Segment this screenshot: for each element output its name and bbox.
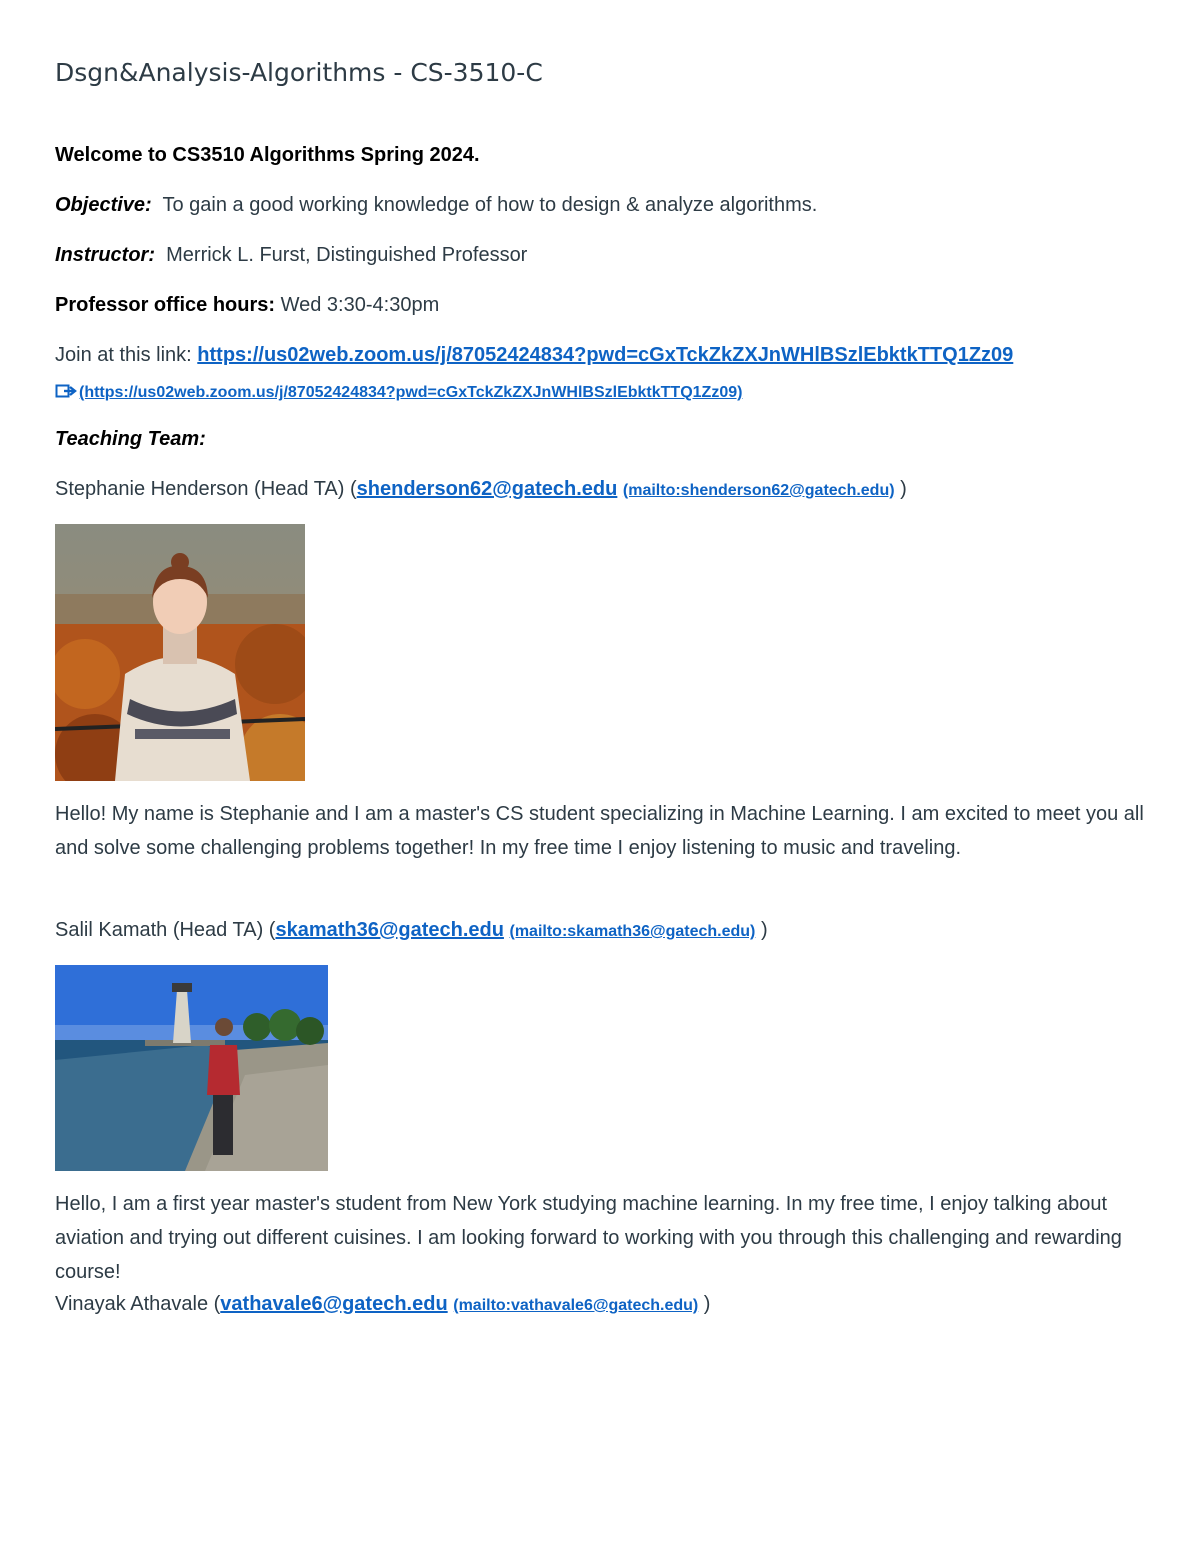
teaching-team-heading: Teaching Team: <box>55 428 206 450</box>
ta-close-paren: ) <box>760 919 768 941</box>
page-title: Dsgn&Analysis-Algorithms - CS-3510-C <box>55 58 543 87</box>
salil-photo <box>55 965 328 1171</box>
objective-label: Objective: <box>55 194 152 216</box>
ta-vinayak-line <box>55 1292 710 1318</box>
ta-name: Stephanie Henderson (Head TA) ( <box>55 478 357 500</box>
join-external-line <box>55 381 742 405</box>
ta-email-link[interactable]: skamath36@gatech.edu <box>275 919 504 941</box>
instructor-text: Merrick L. Furst, Distinguished Professor <box>166 244 528 266</box>
join-line <box>55 343 1013 367</box>
ta-salil-line <box>55 918 768 944</box>
ta-mailto-link[interactable]: (mailto:skamath36@gatech.edu) <box>509 923 756 940</box>
objective-line <box>55 193 817 217</box>
ta-close-paren: ) <box>703 1293 711 1315</box>
ta-mailto-link[interactable]: (mailto:shenderson62@gatech.edu) <box>622 482 895 499</box>
zoom-link[interactable]: https://us02web.zoom.us/j/87052424834?pwd=cGxTckZkZXJnWHlBSzlEbktkTTQ1Zz09 <box>197 344 1014 366</box>
objective-text: To gain a good working knowledge of how to design & analyze algorithms. <box>162 194 818 216</box>
welcome-text: Welcome to CS3510 Algorithms Spring 2024. <box>55 144 480 166</box>
ta-name: Salil Kamath (Head TA) ( <box>55 919 276 941</box>
salil-bio: Hello, I am a first year master's student from New York studying machine learning. In my free time, I enjoy talking about aviation and trying out different cuisines. I am looking forward to working with you through this challenging and rewarding course! <box>55 1193 1122 1283</box>
office-hours-line <box>55 293 439 317</box>
stephanie-photo <box>55 524 305 781</box>
external-link-icon[interactable] <box>55 383 77 399</box>
ta-email-link[interactable]: shenderson62@gatech.edu <box>356 478 618 500</box>
join-prefix: Join at this link: <box>55 344 192 366</box>
instructor-line <box>55 243 527 267</box>
ta-close-paren: ) <box>900 478 907 500</box>
stephanie-bio: Hello! My name is Stephanie and I am a master's CS student specializing in Machine Learning. I am excited to meet you all and solve some challenging problems together! In my free time I enjoy listening to music and traveling. <box>55 803 1144 859</box>
zoom-link-paren[interactable]: (https://us02web.zoom.us/j/87052424834?pwd=cGxTckZkZXJnWHlBSzlEbktkTTQ1Zz09) <box>79 384 743 401</box>
ta-mailto-link[interactable]: (mailto:vathavale6@gatech.edu) <box>453 1297 699 1314</box>
ta-email-link[interactable]: vathavale6@gatech.edu <box>220 1293 448 1315</box>
instructor-label: Instructor: <box>55 244 155 266</box>
office-hours-text: Wed 3:30-4:30pm <box>280 294 440 316</box>
ta-stephanie-line <box>55 477 907 503</box>
ta-name: Vinayak Athavale ( <box>55 1293 221 1315</box>
office-hours-label: Professor office hours: <box>55 294 276 316</box>
